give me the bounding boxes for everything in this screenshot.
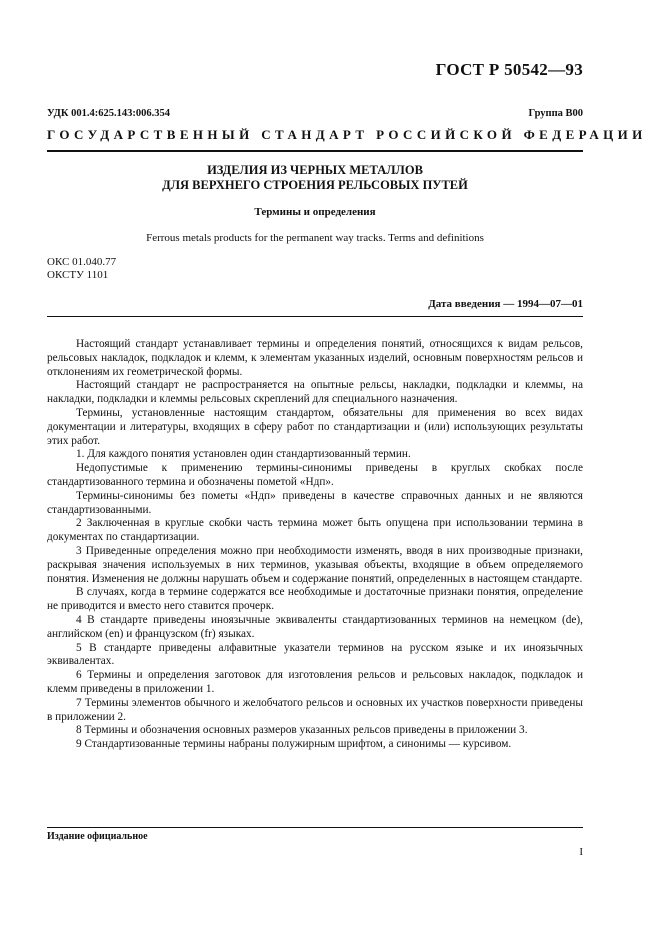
introduction-date: Дата введения — 1994—07—01 [428, 298, 583, 310]
paragraph: 5 В стандарте приведены алфавитные указатели терминов на русском языке и их иноязычных эквивалентах. [47, 641, 583, 668]
paragraph: 9 Стандартизованные термины набраны полужирным шрифтом, а синонимы — курсивом. [76, 738, 512, 751]
title-line-1: ИЗДЕЛИЯ ИЗ ЧЕРНЫХ МЕТАЛЛОВ [207, 163, 423, 177]
english-title: Ferrous metals products for the permanent way tracks. Terms and definitions [146, 232, 484, 244]
body-text [47, 338, 583, 752]
group-code: Группа В00 [528, 108, 583, 119]
oks-code: ОКС 01.040.77 [47, 256, 117, 268]
paragraph: Недопустимые к применению термины-синонимы приведены в круглых скобках после стандартизованного термина и обозначены пометой «Ндп». [47, 462, 583, 488]
paragraph: 7 Термины элементов обычного и желобчатого рельсов и основных их участков поверхности приведены в приложении 2. [47, 696, 583, 723]
paragraph: Настоящий стандарт устанавливает термины и определения понятий, относящихся к видам рельсов, рельсовых накладок, подкладок и клемм, к элементам указанных изделий, основным поверхностям рельсов и отклонениям их геометрической формы. [47, 338, 583, 378]
paragraph: 3 Приведенные определения можно при необходимости изменять, вводя в них производные признаки, раскрывая значения используемых в них терминов, указывая объекты, входящие в объем определяемого понятия. Изменения не должны нарушать объем и содержание понятий, определенных в настоящем стандарте. [47, 544, 583, 585]
paragraph: 4 В стандарте приведены иноязычные эквиваленты стандартизованных терминов на немецком (de), английском (en) и французском (fr) языках. [47, 613, 583, 640]
document-title [47, 163, 583, 193]
okstu-code: ОКСТУ 1101 [47, 269, 109, 281]
title-line-2: ДЛЯ ВЕРХНЕГО СТРОЕНИЯ РЕЛЬСОВЫХ ПУТЕЙ [162, 178, 468, 192]
state-standard-heading: ГОСУДАРСТВЕННЫЙ СТАНДАРТ РОССИЙСКОЙ ФЕДЕРАЦИИ [47, 127, 647, 142]
udk-code: УДК 001.4:625.143:006.354 [47, 108, 170, 119]
footer-divider [47, 827, 583, 828]
date-divider [47, 316, 583, 317]
document-subtitle: Термины и определения [254, 206, 376, 218]
document-number: ГОСТ Р 50542—93 [435, 60, 583, 79]
paragraph: 1. Для каждого понятия установлен один стандартизованный термин. [76, 448, 411, 461]
official-edition-note: Издание официальное [47, 831, 148, 842]
page-number: I [579, 846, 583, 858]
paragraph: 6 Термины и определения заготовок для изготовления рельсов и рельсовых накладок, подкладок и клемм приведены в приложении 1. [47, 669, 583, 695]
paragraph: 2 Заключенная в круглые скобки часть термина может быть опущена при использовании термина в документах по стандартизации. [47, 517, 583, 544]
paragraph: Настоящий стандарт не распространяется на опытные рельсы, накладки, подкладки и клеммы, на накладки, подкладки и клеммы рельсовых скреплений для специального назначения. [47, 379, 583, 406]
paragraph: Термины, установленные настоящим стандартом, обязательны для применения во всех видах документации и литературы, входящих в сферу работ по стандартизации и (или) использующих результаты этих работ. [47, 406, 583, 447]
header-divider [47, 150, 583, 152]
paragraph: Термины-синонимы без пометы «Ндп» приведены в качестве справочных данных и не являются стандартизованными. [47, 489, 583, 516]
paragraph: 8 Термины и обозначения основных размеров указанных рельсов приведены в приложении 3. [76, 724, 528, 737]
paragraph: В случаях, когда в термине содержатся все необходимые и достаточные признаки понятия, определение не приводится и вместо него ставится прочерк. [47, 586, 583, 613]
classification-codes [47, 256, 116, 282]
